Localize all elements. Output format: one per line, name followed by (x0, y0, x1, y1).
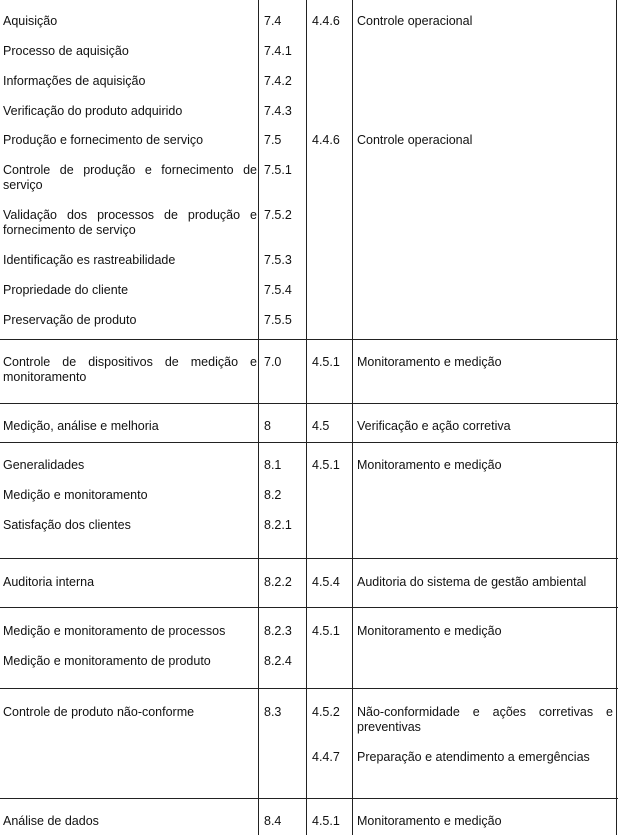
iso14001-clause: 4.4.7 (312, 750, 340, 764)
iso14001-requirement: Auditoria do sistema de gestão ambiental (357, 575, 587, 589)
item-label: Validação dos processos de produção e fornecimento de serviço (3, 208, 257, 237)
iso9001-clause: 7.5.3 (264, 253, 292, 267)
iso9001-clause: 7.4 (264, 14, 282, 28)
iso14001-requirement: Verificação e ação corretiva (357, 419, 511, 433)
iso14001-clause: 4.5 (312, 419, 330, 433)
iso14001-requirement: Controle operacional (357, 14, 473, 28)
iso14001-clause: 4.5.1 (312, 814, 340, 828)
item-label: Controle de produção e fornecimento de serviço (3, 163, 257, 192)
iso14001-requirement: Monitoramento e medição (357, 814, 502, 828)
item-label: Processo de aquisição (3, 44, 129, 58)
column-divider (306, 0, 307, 835)
item-label: Identificação es rastreabilidade (3, 253, 176, 267)
iso14001-requirement: Monitoramento e medição (357, 355, 502, 369)
iso14001-clause: 4.4.6 (312, 133, 340, 147)
iso14001-clause: 4.5.2 (312, 705, 340, 719)
iso9001-clause: 7.5.1 (264, 163, 292, 177)
row-divider (0, 798, 618, 799)
iso9001-clause: 7.5.4 (264, 283, 292, 297)
iso14001-requirement: Monitoramento e medição (357, 624, 502, 638)
iso14001-clause: 4.5.1 (312, 624, 340, 638)
iso9001-clause: 7.5.5 (264, 313, 292, 327)
iso9001-clause: 7.4.1 (264, 44, 292, 58)
item-label: Aquisição (3, 14, 58, 28)
item-label: Análise de dados (3, 814, 99, 828)
iso14001-clause: 4.4.6 (312, 14, 340, 28)
iso9001-clause: 8.2.2 (264, 575, 292, 589)
iso14001-requirement: Preparação e atendimento a emergências (357, 750, 590, 764)
item-label: Produção e fornecimento de serviço (3, 133, 204, 147)
iso14001-clause: 4.5.4 (312, 575, 340, 589)
iso9001-clause: 8 (264, 419, 271, 433)
iso9001-clause: 7.4.3 (264, 104, 292, 118)
iso9001-clause: 8.3 (264, 705, 282, 719)
iso9001-clause: 8.2.4 (264, 654, 292, 668)
row-divider (0, 339, 618, 340)
item-label: Medição e monitoramento (3, 488, 148, 502)
item-label: Preservação de produto (3, 313, 137, 327)
item-label: Auditoria interna (3, 575, 95, 589)
row-divider (0, 558, 618, 559)
iso9001-clause: 8.1 (264, 458, 282, 472)
row-divider (0, 442, 618, 443)
iso14001-requirement: Controle operacional (357, 133, 473, 147)
iso14001-clause: 4.5.1 (312, 355, 340, 369)
item-label: Satisfação dos clientes (3, 518, 131, 532)
iso9001-clause: 7.4.2 (264, 74, 292, 88)
iso14001-clause: 4.5.1 (312, 458, 340, 472)
iso9001-clause: 8.2.1 (264, 518, 292, 532)
item-label: Propriedade do cliente (3, 283, 129, 297)
iso14001-requirement: Monitoramento e medição (357, 458, 502, 472)
row-divider (0, 688, 618, 689)
row-divider (0, 607, 618, 608)
item-label: Verificação do produto adquirido (3, 104, 183, 118)
iso9001-clause: 8.4 (264, 814, 282, 828)
column-divider (258, 0, 259, 835)
row-divider (0, 403, 618, 404)
iso9001-clause: 7.5.2 (264, 208, 292, 222)
item-label: Controle de dispositivos de medição e monitoramento (3, 355, 257, 384)
item-label: Informações de aquisição (3, 74, 146, 88)
item-label: Medição e monitoramento de processos (3, 624, 226, 638)
item-label: Generalidades (3, 458, 85, 472)
iso14001-requirement: Não-conformidade e ações corretivas e preventivas (357, 705, 613, 734)
iso9001-clause: 8.2 (264, 488, 282, 502)
iso9001-clause: 8.2.3 (264, 624, 292, 638)
column-divider (352, 0, 353, 835)
column-divider (616, 0, 617, 835)
item-label: Medição e monitoramento de produto (3, 654, 211, 668)
item-label: Controle de produto não-conforme (3, 705, 195, 719)
item-label: Medição, análise e melhoria (3, 419, 159, 433)
iso9001-clause: 7.5 (264, 133, 282, 147)
iso9001-clause: 7.0 (264, 355, 282, 369)
